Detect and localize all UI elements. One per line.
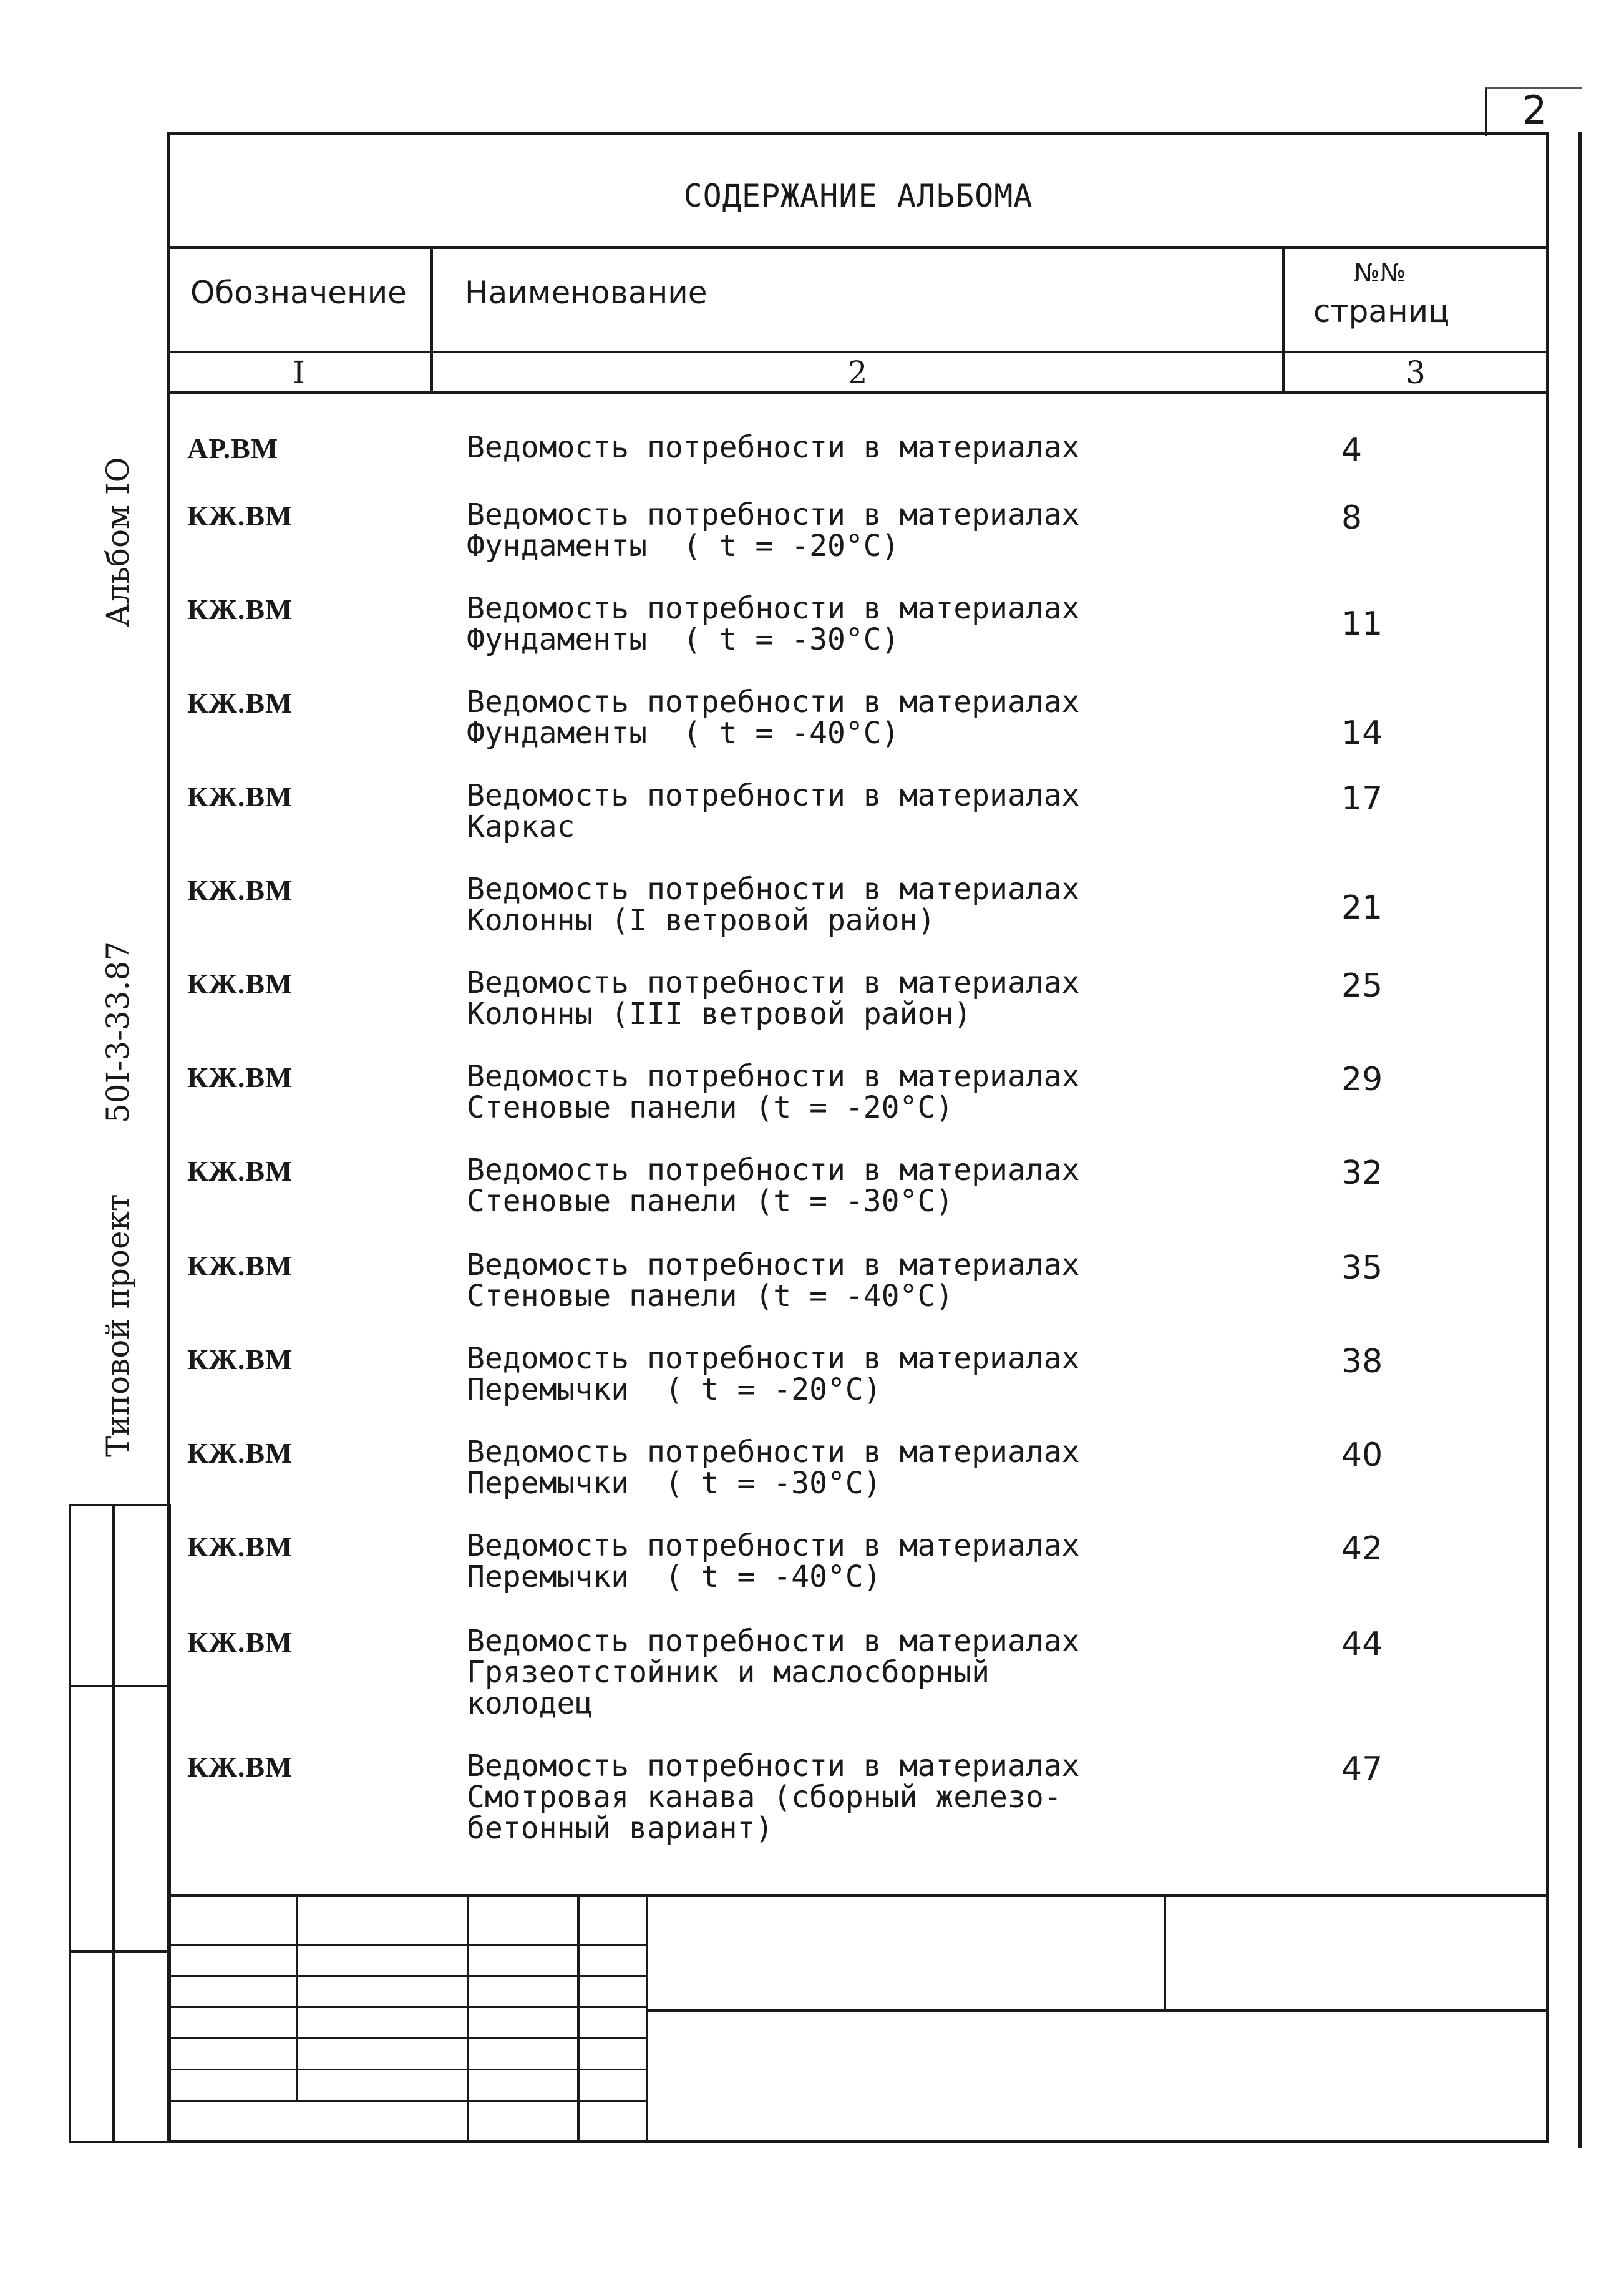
header-bottom-line — [167, 351, 1549, 353]
binding-divider — [112, 1504, 115, 2143]
row-name: Ведомость потребности в материалах Смотровая канава (сборный железо- бетонный вариант) — [467, 1748, 1080, 1846]
row-code: КЖ.ВМ — [187, 1343, 293, 1375]
stamp-row-line-3 — [167, 2006, 648, 2008]
row-code: КЖ.ВМ — [187, 1437, 293, 1469]
header-pages-number-sign: №№ — [1354, 259, 1406, 288]
row-page: 8 — [1341, 499, 1363, 537]
stamp-col-5 — [1164, 1894, 1166, 2009]
row-code: КЖ.ВМ — [187, 500, 293, 532]
row-code: КЖ.ВМ — [187, 1061, 293, 1093]
row-name: Ведомость потребности в материалах Фундаменты ( t = -20°C) — [467, 497, 1080, 563]
row-name: Ведомость потребности в материалах Стеновые панели (t = -30°C) — [467, 1153, 1080, 1219]
stamp-col-2 — [467, 1894, 469, 2143]
row-page: 35 — [1341, 1249, 1383, 1287]
row-name: Ведомость потребности в материалах Колонны (I ветровой район) — [467, 872, 1080, 938]
column-number-1: I — [293, 354, 305, 391]
row-page: 25 — [1341, 967, 1383, 1005]
row-page: 11 — [1341, 605, 1383, 643]
stamp-row-line-4 — [167, 2037, 648, 2039]
row-name: Ведомость потребности в материалах — [467, 430, 1080, 465]
row-page: 38 — [1341, 1343, 1383, 1380]
row-page: 14 — [1341, 714, 1383, 752]
header-name: Наименование — [465, 275, 707, 311]
header-designation: Обозначение — [190, 275, 407, 311]
row-code: КЖ.ВМ — [187, 593, 293, 625]
row-name: Ведомость потребности в материалах Фундаменты ( t = -30°C) — [467, 591, 1080, 657]
row-page: 4 — [1341, 432, 1363, 469]
stamp-col-3 — [577, 1894, 580, 2143]
row-code: КЖ.ВМ — [187, 1155, 293, 1187]
row-name: Ведомость потребности в материалах Перемычки ( t = -40°C) — [467, 1528, 1080, 1594]
stamp-col-1 — [296, 1894, 298, 2100]
outer-border-right — [1578, 132, 1582, 2148]
binding-line-2 — [69, 1950, 171, 1953]
stamp-row-line-1 — [167, 1944, 648, 1946]
stamp-row-line-6 — [167, 2100, 648, 2102]
row-code: КЖ.ВМ — [187, 687, 293, 719]
row-page: 44 — [1341, 1626, 1383, 1663]
side-label-album: Альбом IO — [100, 457, 136, 627]
row-page: 47 — [1341, 1750, 1383, 1788]
row-code: КЖ.ВМ — [187, 1751, 293, 1783]
side-label-project-number: 50I-3-33.87 — [100, 940, 136, 1123]
row-code: КЖ.ВМ — [187, 1250, 293, 1282]
stamp-title-line — [648, 2009, 1549, 2012]
row-page: 21 — [1341, 889, 1383, 927]
row-page: 40 — [1341, 1436, 1383, 1474]
row-code: АР.ВМ — [187, 432, 279, 464]
row-code: КЖ.ВМ — [187, 968, 293, 1000]
row-name: Ведомость потребности в материалах Перемычки ( t = -30°C) — [467, 1435, 1080, 1501]
row-code: КЖ.ВМ — [187, 781, 293, 812]
row-name: Ведомость потребности в материалах Фундаменты ( t = -40°C) — [467, 685, 1080, 751]
header-top-line — [167, 246, 1549, 249]
column-number-line — [167, 391, 1549, 394]
row-page: 29 — [1341, 1061, 1383, 1098]
binding-stamp-box — [69, 1504, 171, 2143]
header-pages: страниц — [1313, 293, 1450, 329]
column-number-3: 3 — [1406, 354, 1426, 391]
stamp-row-line-5 — [167, 2069, 648, 2070]
row-page: 32 — [1341, 1154, 1383, 1192]
row-name: Ведомость потребности в материалах Грязеотстойник и маслосборный колодец — [467, 1624, 1080, 1721]
row-name: Ведомость потребности в материалах Колонны (III ветровой район) — [467, 965, 1080, 1031]
row-name: Ведомость потребности в материалах Перемычки ( t = -20°C) — [467, 1341, 1080, 1407]
album-title: СОДЕРЖАНИЕ АЛЬБОМА — [683, 178, 1033, 214]
side-label-project-type: Типовой проект — [100, 1194, 136, 1457]
binding-line-1 — [69, 1685, 171, 1687]
sheet-number: 2 — [1522, 87, 1547, 133]
stamp-col-4 — [646, 1894, 648, 2143]
row-name: Ведомость потребности в материалах Каркас — [467, 778, 1080, 844]
stamp-top-line — [167, 1894, 1549, 1897]
row-code: КЖ.ВМ — [187, 874, 293, 906]
stamp-row-line-2 — [167, 1975, 648, 1977]
row-name: Ведомость потребности в материалах Стеновые панели (t = -20°C) — [467, 1059, 1080, 1125]
row-code: КЖ.ВМ — [187, 1626, 293, 1658]
row-page: 42 — [1341, 1530, 1383, 1568]
column-number-2: 2 — [847, 354, 868, 391]
row-page: 17 — [1341, 780, 1383, 817]
row-name: Ведомость потребности в материалах Стеновые панели (t = -40°C) — [467, 1247, 1080, 1314]
row-code: КЖ.ВМ — [187, 1531, 293, 1563]
